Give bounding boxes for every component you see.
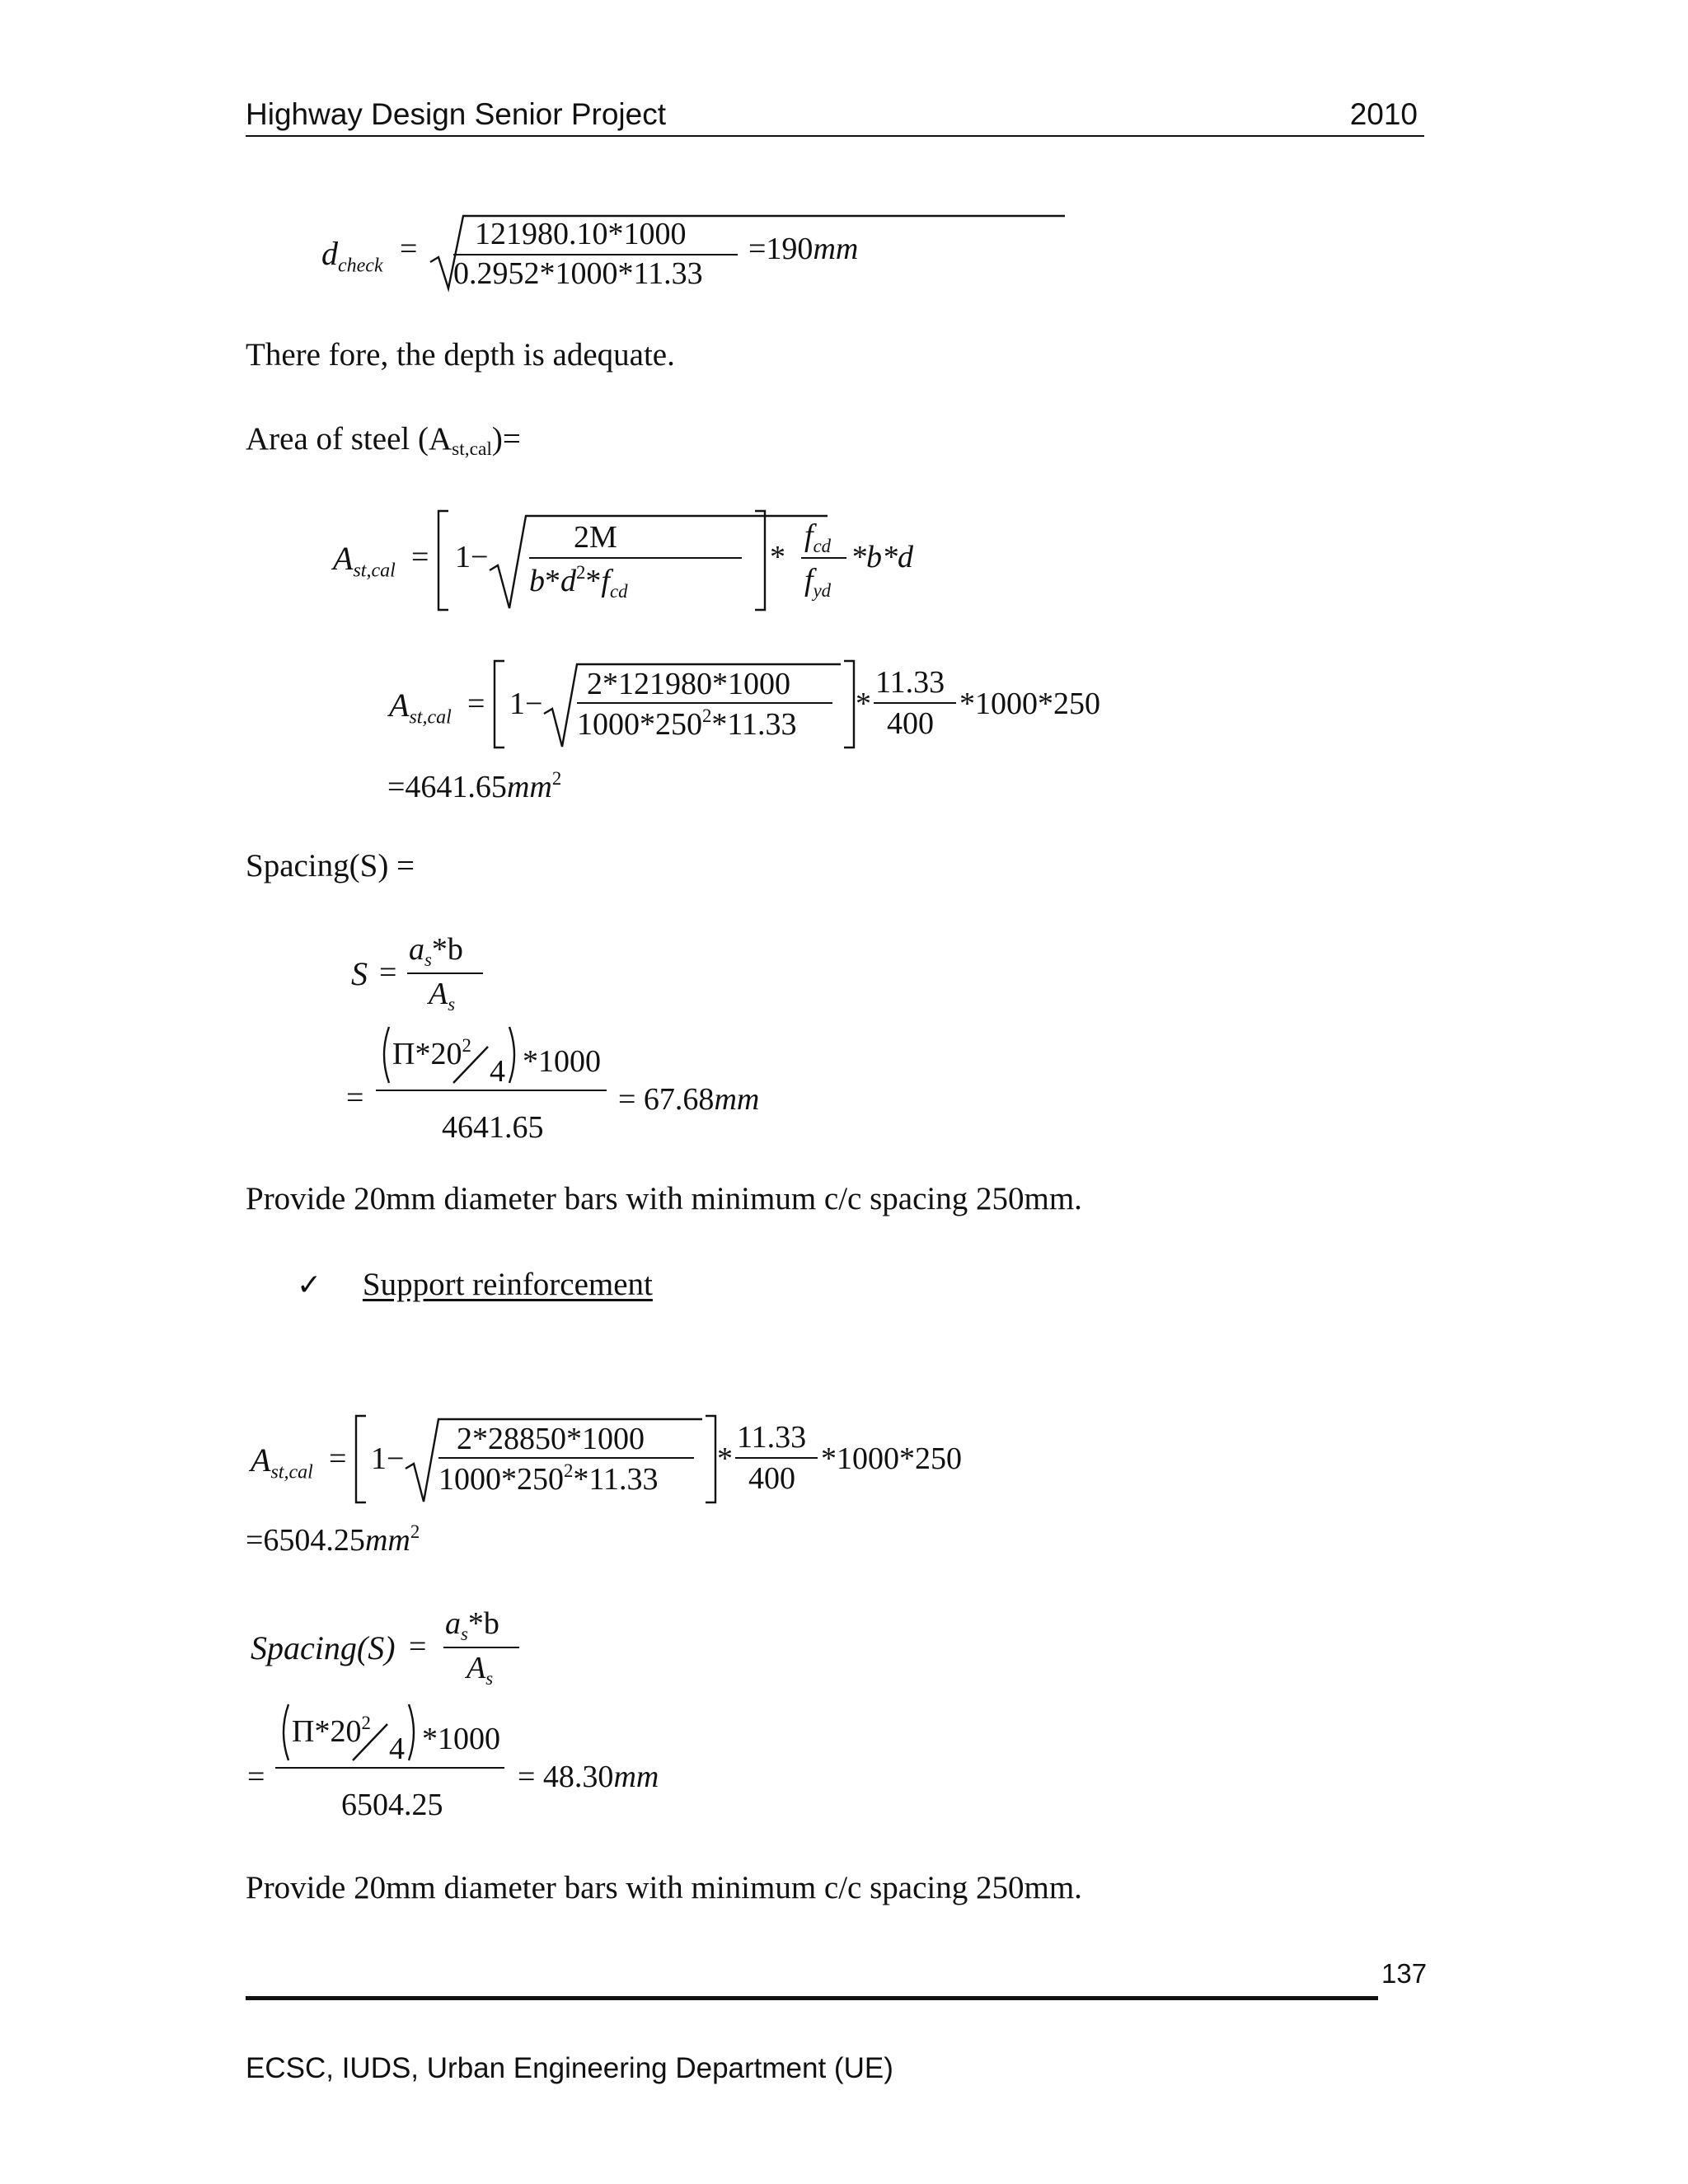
ss-lhs: Spacing(S) (251, 1629, 396, 1666)
midspan-frac-den: $1000*250^2*11.33$ (577, 705, 797, 742)
one-minus: 1− (509, 687, 543, 721)
footer-organization: ECSC, IUDS, Urban Engineering Department (UE) (246, 2052, 893, 2084)
s-times-1000: *1000 (523, 1044, 601, 1079)
support-tail: *1000*250 (821, 1441, 962, 1476)
midspan-tail: *1000*250 (959, 687, 1100, 721)
s-lhs: S (351, 955, 368, 992)
area-ratio-den: $f_{yd}$ (804, 563, 832, 601)
midspan-ratio-bar (874, 702, 956, 704)
left-bracket (491, 659, 508, 750)
support-ratio-bar (735, 1457, 818, 1459)
page-number: 137 (1381, 1958, 1428, 1989)
support-heading-row (297, 1266, 653, 1303)
s-result: = 67.68mm (618, 1082, 760, 1117)
header-year: 2010 (1349, 97, 1418, 131)
support-lhs: $A_{st,cal}$ (251, 1441, 313, 1483)
s-num: $a_s*b$ (409, 932, 463, 970)
ss-num: $a_s*b$ (445, 1606, 499, 1644)
ss-den: $A_s$ (467, 1651, 494, 1689)
s-eq2: = (346, 1080, 364, 1115)
spacing-support (247, 1605, 742, 1836)
area-frac-bar (529, 557, 742, 559)
midspan-times: * (856, 687, 871, 721)
right-bracket (702, 1414, 719, 1505)
header-rule (246, 135, 1424, 137)
page-header (246, 97, 1424, 138)
support-frac-num: 2*28850*1000 (457, 1422, 645, 1456)
midspan-frac-bar (577, 702, 832, 704)
left-bracket (435, 509, 452, 612)
ss-den-value: 6504.25 (341, 1788, 443, 1822)
area-frac-den: $b*d^2*f_{cd}$ (529, 562, 628, 602)
support-eq: = (329, 1441, 347, 1476)
ss-pi: $\Pi*20^2$ (292, 1713, 371, 1749)
s-bar (407, 972, 483, 974)
area-midspan (389, 659, 1131, 750)
ss-times-1000: *1000 (422, 1722, 500, 1756)
area-ratio-num: $f_{cd}$ (804, 518, 832, 556)
area-eq: = (411, 540, 429, 574)
s-den: $A_s$ (429, 977, 456, 1015)
midspan-ratio-den: 400 (887, 706, 934, 741)
area-ratio-bar (801, 557, 846, 559)
s-den-value: 4641.65 (442, 1110, 544, 1145)
s-big-bar (376, 1090, 607, 1091)
one-minus: 1− (455, 540, 489, 574)
s-slash-den: 4 (490, 1054, 505, 1089)
midspan-frac-num: 2*121980*1000 (587, 667, 790, 701)
spacing-midspan (346, 931, 808, 1162)
midspan-result: $=4641.65mm^2$ (387, 768, 562, 804)
area-lhs: $A_{st,cal}$ (333, 540, 396, 582)
dcheck-lhs: $d_{check}$ (321, 235, 383, 277)
support-result: $=6504.25mm^2$ (246, 1521, 420, 1558)
area-heading: Area of steel (Ast,cal)= (246, 421, 521, 461)
provide-statement-1: Provide 20mm diameter bars with minimum c/c spacing 250mm. (246, 1181, 1082, 1216)
dcheck-denominator: 0.2952*1000*11.33 (453, 256, 703, 291)
right-bracket (841, 659, 857, 750)
check-icon: ✓ (297, 1268, 322, 1302)
dcheck-eq: = (400, 232, 418, 266)
support-frac-bar (438, 1457, 694, 1459)
footer-rule (246, 1996, 1378, 2000)
provide-statement-2: Provide 20mm diameter bars with minimum c/c spacing 250mm. (246, 1870, 1082, 1905)
s-eq: = (379, 955, 397, 990)
ss-big-bar (275, 1767, 504, 1769)
one-minus: 1− (371, 1441, 405, 1476)
depth-statement: There fore, the depth is adequate. (246, 337, 675, 373)
area-formula (333, 509, 913, 612)
support-ratio-num: 11.33 (737, 1420, 807, 1455)
support-times: * (717, 1441, 733, 1476)
support-frac-den: $1000*250^2*11.33$ (438, 1460, 659, 1497)
midspan-ratio-num: 11.33 (875, 665, 945, 700)
spacing-heading: Spacing(S) = (246, 848, 415, 883)
midspan-eq: = (467, 687, 485, 721)
left-bracket (353, 1414, 369, 1505)
header-title: Highway Design Senior Project (246, 97, 667, 131)
ss-eq2: = (247, 1760, 265, 1794)
dcheck-numerator: 121980.10*1000 (475, 217, 687, 251)
area-tail: *b*d (851, 540, 913, 574)
dcheck-result: =190mm (748, 232, 859, 266)
ss-slash-den: 4 (389, 1732, 405, 1766)
ss-result: = 48.30mm (518, 1760, 659, 1794)
area-frac-num: 2M (574, 520, 617, 555)
support-heading: Support reinforcement (362, 1267, 653, 1302)
s-pi: $\Pi*20^2$ (392, 1035, 471, 1071)
area-support (251, 1414, 992, 1505)
ss-bar (443, 1647, 519, 1648)
support-ratio-den: 400 (748, 1461, 795, 1496)
midspan-lhs: $A_{st,cal}$ (389, 687, 452, 729)
area-times: * (770, 540, 785, 574)
ss-eq: = (409, 1629, 427, 1664)
right-bracket (752, 509, 768, 612)
